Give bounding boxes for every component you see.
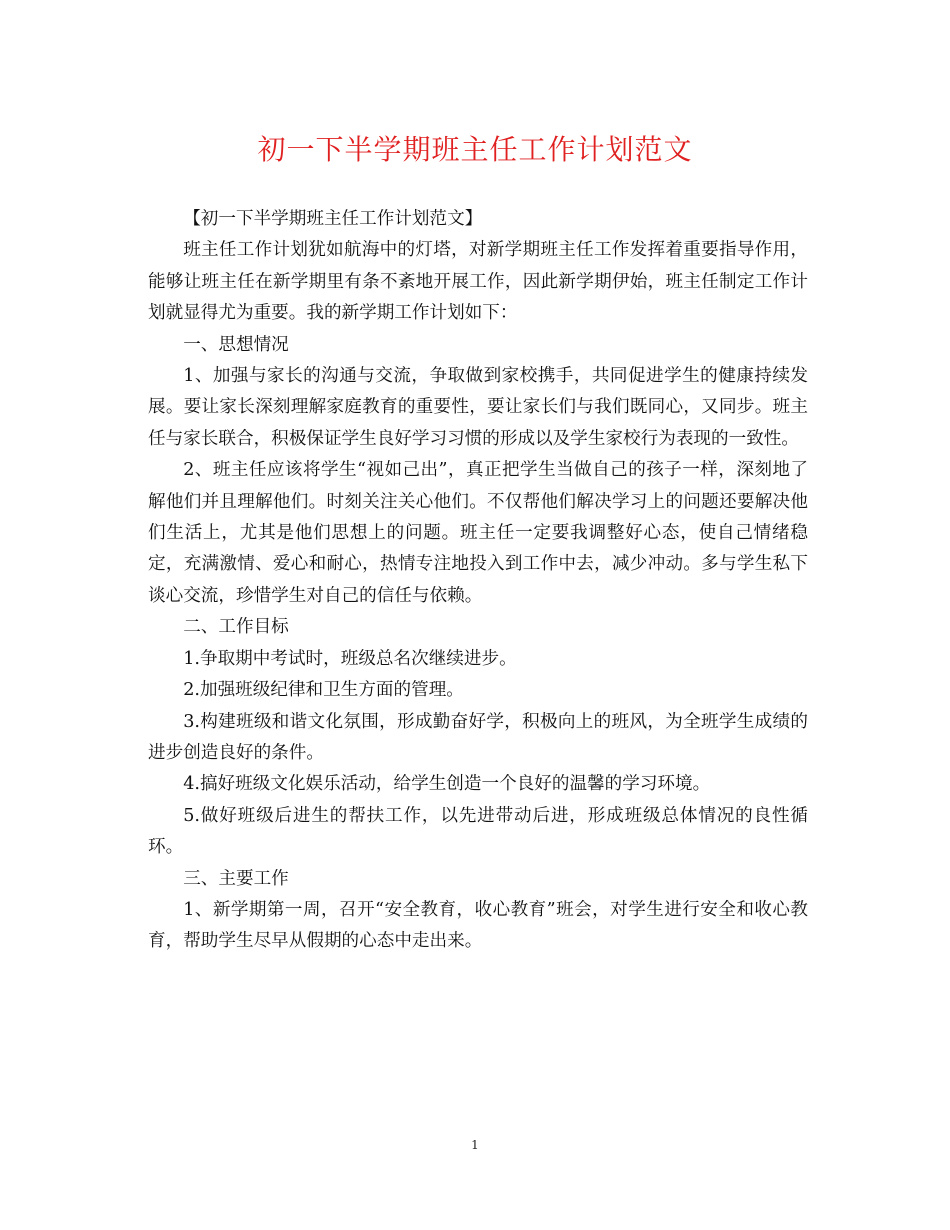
section-heading-thought: 一、思想情况 [183, 334, 289, 355]
paragraph-goal-4: 4.搞好班级文化娱乐活动，给学生创造一个良好的温馨的学习环境。 [183, 774, 711, 795]
paragraph-goal-2: 2.加强班级纪律和卫生方面的管理。 [183, 680, 464, 701]
page-number: 1 [471, 1138, 479, 1152]
paragraph-intro-heading: 【初一下半学期班主任工作计划范文】 [183, 209, 483, 229]
paragraph-goal-3: 3.构建班级和谐文化氛围，形成勤奋好学，积极向上的班风，为全班学生成绩的进步创造良好的条件。 [148, 711, 808, 763]
section-heading-goals: 二、工作目标 [183, 617, 289, 638]
paragraph-goal-5: 5.做好班级后进生的帮扶工作，以先进带动后进，形成班级总体情况的良性循环。 [148, 805, 808, 858]
document-title: 初一下半学期班主任工作计划范文 [257, 133, 693, 166]
paragraph-intro: 班主任工作计划犹如航海中的灯塔，对新学期班主任工作发挥着重要指导作用，能够让班主任在新学期里有条不紊地开展工作，因此新学期伊始，班主任制定工作计划就显得尤为重要。我的新学期工作计划如下： [148, 240, 808, 324]
paragraph-thought-1: 1、加强与家长的沟通与交流，争取做到家校携手，共同促进学生的健康持续发展。要让家长深刻理解家庭教育的重要性，要让家长们与我们既同心，又同步。班主任与家长联合，积极保证学生良好学习习惯的形成以及学生家校行为表现的一致性。 [148, 366, 808, 449]
paragraph-goal-1: 1.争取期中考试时，班级总名次继续进步。 [183, 648, 517, 669]
section-heading-main-work: 三、主要工作 [183, 868, 289, 889]
paragraph-main-work-1: 1、新学期第一周，召开“安全教育，收心教育”班会，对学生进行安全和收心教育，帮助学生尽早从假期的心态中走出来。 [148, 899, 808, 952]
paragraph-thought-2: 2、班主任应该将学生“视如己出”，真正把学生当做自己的孩子一样，深刻地了解他们并且理解他们。时刻关注关心他们。不仅帮他们解决学习上的问题还要解决他们生活上，尤其是他们思想上的问题。班主任一定要我调整好心态，使自己情绪稳定，充满激情、爱心和耐心，热情专注地投入到工作中去，减少冲动。多与学生私下谈心交流，珍惜学生对自己的信任与依赖。 [148, 460, 808, 606]
document-body [148, 204, 808, 958]
